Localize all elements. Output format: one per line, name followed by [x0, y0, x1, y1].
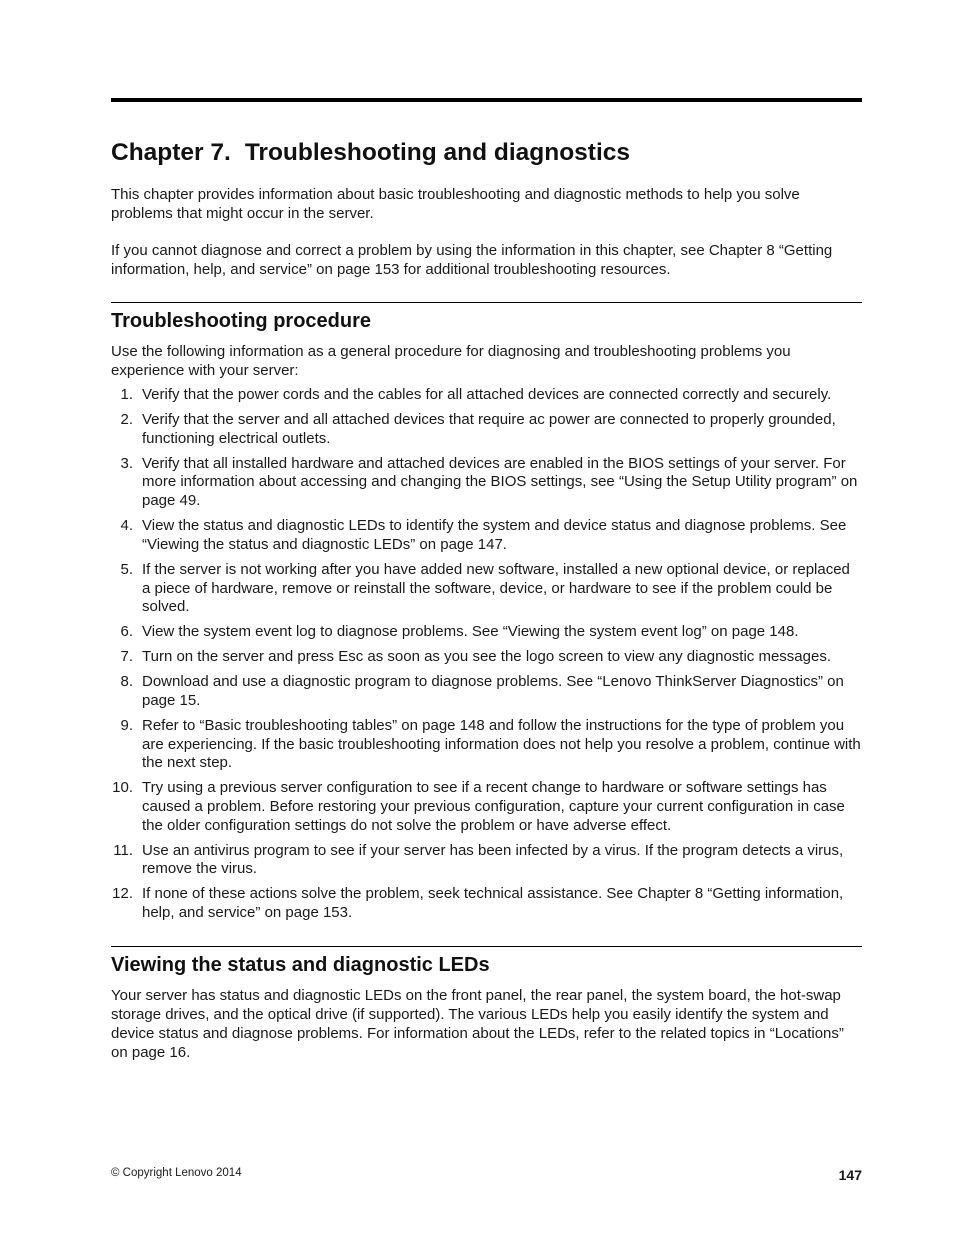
- step-number: 10.: [112, 779, 133, 797]
- list-item: [111, 455, 862, 511]
- list-item: [111, 561, 862, 617]
- step-text: If the server is not working after you have added new software, installed a new optional device, or replaced a piece of hardware, remove or reinstall the software, device, or hardware to see if the problem could be solved.: [142, 560, 850, 616]
- list-item: [111, 648, 862, 667]
- chapter-title-text: Troubleshooting and diagnostics: [244, 139, 631, 166]
- section-rule-leds: [111, 946, 862, 947]
- list-item: [111, 885, 862, 922]
- footer-page-number: 147: [838, 1167, 862, 1183]
- step-text: Download and use a diagnostic program to diagnose problems. See “Lenovo ThinkServer Diagnostics” on page 15.: [142, 673, 844, 709]
- step-number: 1.: [120, 386, 133, 403]
- footer-copyright: © Copyright Lenovo 2014: [111, 1167, 242, 1179]
- step-text: Refer to “Basic troubleshooting tables” on page 148 and follow the instructions for the type of problem you are experiencing. If the basic troubleshooting information does not help you resolve a problem, continue with the next step.: [142, 716, 861, 772]
- list-item: [111, 411, 862, 448]
- list-item: [111, 386, 862, 405]
- step-number: 12.: [112, 885, 133, 903]
- step-text: Verify that all installed hardware and attached devices are enabled in the BIOS settings of your server. For more information about accessing and changing the BIOS settings, see “Using the Setup Utility program” on page 49.: [142, 454, 858, 510]
- chapter-top-rule: [111, 98, 862, 102]
- list-item: [111, 842, 862, 879]
- step-number: 6.: [120, 623, 133, 641]
- step-text: Try using a previous server configuration to see if a recent change to hardware or software settings has caused a problem. Before restoring your previous configuration, capture your current configuration in case the older configuration settings do not solve the problem or have adverse effect.: [142, 779, 845, 834]
- section-heading-procedure: Troubleshooting procedure: [111, 310, 372, 332]
- step-text: Turn on the server and press Esc as soon as you see the logo screen to view any diagnostic messages.: [142, 648, 831, 666]
- step-text: View the status and diagnostic LEDs to identify the system and device status and diagnose problems. See “Viewing the status and diagnostic LEDs” on page 147.: [142, 517, 847, 553]
- chapter-intro-paragraph-2: If you cannot diagnose and correct a problem by using the information in this chapter, see Chapter 8 “Getting information, help, and service” on page 153 for additional troubleshooting resources.: [111, 242, 833, 278]
- list-item: [111, 779, 862, 835]
- step-text: Use an antivirus program to see if your server has been infected by a virus. If the program detects a virus, remove the virus.: [142, 841, 844, 878]
- step-number: 11.: [113, 841, 133, 859]
- list-item: [111, 673, 862, 710]
- step-number: 7.: [120, 648, 133, 666]
- step-text: View the system event log to diagnose problems. See “Viewing the system event log” on page 148.: [142, 623, 799, 641]
- document-page: [111, 98, 862, 1062]
- leds-paragraph: Your server has status and diagnostic LEDs on the front panel, the rear panel, the system board, the hot-swap storage drives, and the optical drive (if supported). The various LEDs help you easily identify the system and device status and diagnose problems. For information about the LEDs, refer to the related topics in “Locations” on page 16.: [111, 986, 844, 1061]
- step-number: 4.: [120, 517, 133, 535]
- step-text: If none of these actions solve the problem, seek technical assistance. See Chapter 8 “Getting information, help, and service” on page 153.: [142, 885, 844, 922]
- step-text: Verify that the power cords and the cables for all attached devices are connected correctly and securely.: [142, 386, 832, 403]
- step-number: 9.: [120, 716, 133, 734]
- step-number: 3.: [120, 454, 133, 472]
- procedure-steps-list: [111, 386, 862, 923]
- list-item: [111, 517, 862, 554]
- step-number: 8.: [120, 673, 133, 691]
- list-item: [111, 717, 862, 773]
- procedure-lead-paragraph: Use the following information as a general procedure for diagnosing and troubleshooting problems you experience with your server:: [111, 343, 791, 379]
- list-item: [111, 623, 862, 642]
- step-number: 5.: [120, 560, 133, 578]
- chapter-intro-paragraph-1: This chapter provides information about basic troubleshooting and diagnostic methods to help you solve problems that might occur in the server.: [111, 186, 800, 222]
- step-text: Verify that the server and all attached devices that require ac power are connected to properly grounded, functioning electrical outlets.: [142, 411, 836, 447]
- chapter-number: Chapter 7.: [111, 139, 231, 166]
- section-rule-procedure: [111, 302, 862, 303]
- step-number: 2.: [120, 411, 133, 428]
- chapter-title: [111, 138, 862, 168]
- section-heading-leds: Viewing the status and diagnostic LEDs: [111, 953, 490, 976]
